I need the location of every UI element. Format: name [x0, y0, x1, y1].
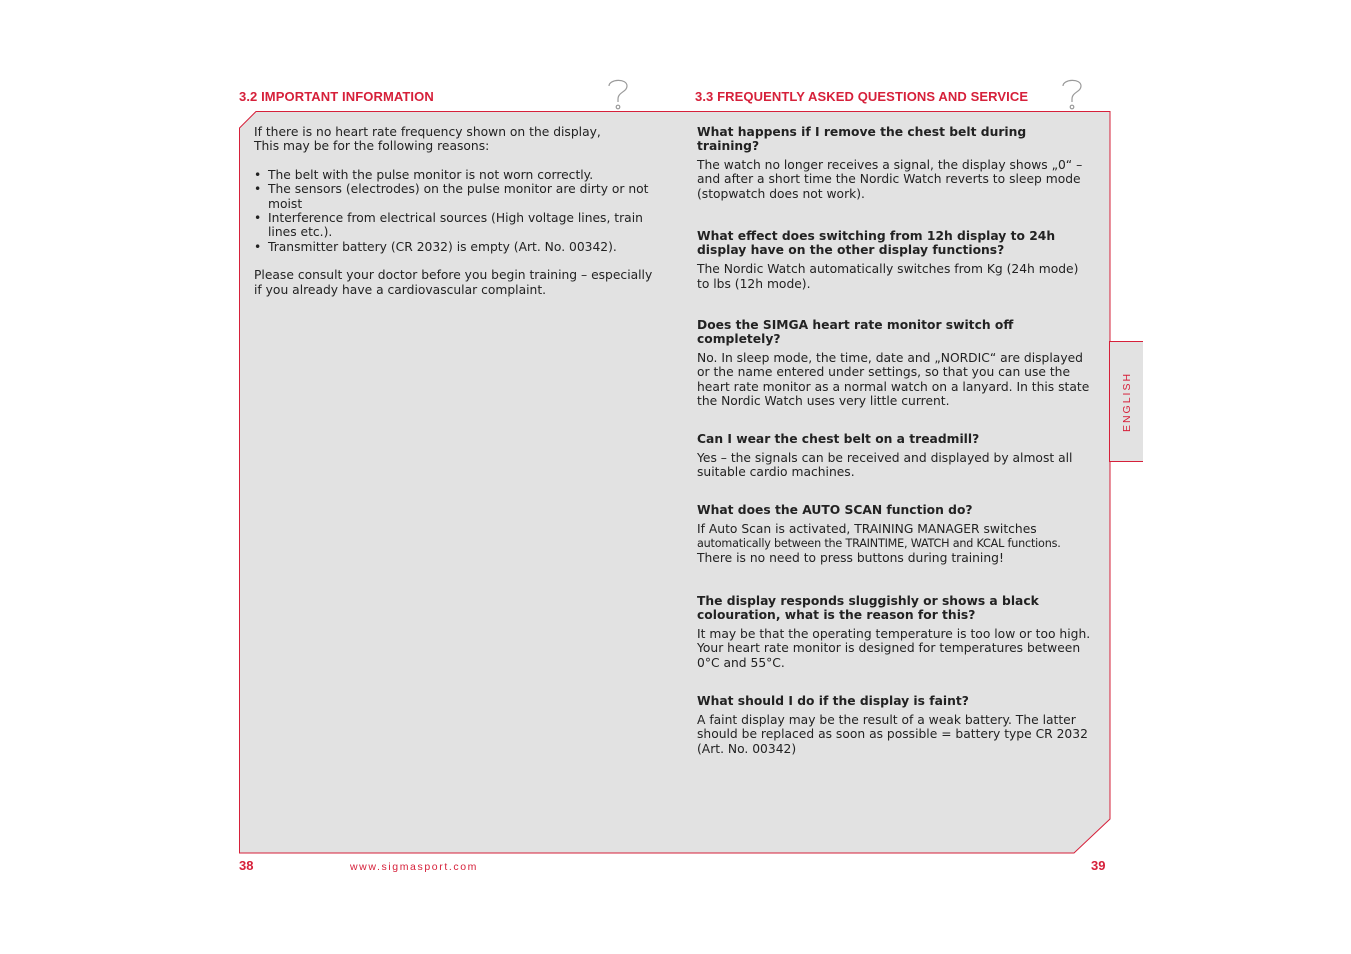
- faq-answer-line: There is no need to press buttons during training!: [697, 551, 1004, 566]
- faq-item: [697, 229, 1092, 291]
- faq-item: [697, 694, 1092, 756]
- faq-question: Can I wear the chest belt on a treadmill?: [697, 431, 980, 446]
- question-mark-icon: [1060, 77, 1084, 111]
- language-tab-label: ENGLISH: [1120, 371, 1133, 432]
- faq-item: [697, 594, 1092, 670]
- faq-answer: It may be that the operating temperature is too low or too high. Your heart rate monitor is designed for temperatures between 0°C and 55°C.: [697, 626, 1091, 670]
- faq-question: What should I do if the display is faint?: [697, 693, 969, 708]
- faq-question: What effect does switching from 12h display to 24h display have on the other display functions?: [697, 229, 1056, 258]
- faq-item: [697, 125, 1092, 201]
- advice-paragraph: Please consult your doctor before you begin training – especially if you already have a cardiovascular complaint.: [254, 268, 653, 297]
- faq-question: What happens if I remove the chest belt during training?: [697, 125, 1027, 153]
- list-item: • The belt with the pulse monitor is not worn correctly.: [254, 168, 654, 182]
- faq-answer: Yes – the signals can be received and displayed by almost all suitable cardio machines.: [697, 450, 1073, 480]
- page-number-left: 38: [239, 858, 254, 873]
- faq-answer: A faint display may be the result of a weak battery. The latter should be replaced as soon as possible = battery type CR 2032 (Art. No. 00342): [697, 712, 1088, 756]
- faq-answer-line: automatically between the TRAINTIME, WATCH and KCAL functions.: [697, 536, 1061, 550]
- list-item: • Interference from electrical sources (High voltage lines, train lines etc.).: [254, 211, 654, 240]
- list-item: • The sensors (electrodes) on the pulse monitor are dirty or not moist: [254, 182, 654, 211]
- faq-list: [697, 125, 1092, 756]
- faq-question: What does the AUTO SCAN function do?: [697, 503, 973, 518]
- reasons-list: [254, 168, 654, 254]
- faq-question: Does the SIMGA heart rate monitor switch off completely?: [697, 318, 1014, 347]
- section-title-faq: 3.3 FREQUENTLY ASKED QUESTIONS AND SERVICE: [695, 89, 1029, 104]
- faq-answer: The watch no longer receives a signal, the display shows „0“ – and after a short time the Nordic Watch reverts to sleep mode (stopwatch does not work).: [697, 158, 1083, 201]
- section-title-important-information: 3.2 IMPORTANT INFORMATION: [239, 89, 434, 104]
- page-number-right: 39: [1091, 858, 1106, 873]
- list-item: • Transmitter battery (CR 2032) is empty (Art. No. 00342).: [254, 240, 654, 254]
- intro-line-1: If there is no heart rate frequency shown on the display,: [254, 125, 601, 139]
- website-url: www.sigmasport.com: [350, 861, 478, 873]
- faq-item: [697, 432, 1092, 480]
- faq-answer: The Nordic Watch automatically switches from Kg (24h mode) to lbs (12h mode).: [697, 262, 1079, 291]
- question-mark-icon: [606, 77, 630, 111]
- intro-line-2: This may be for the following reasons:: [254, 139, 490, 154]
- faq-answer-line: If Auto Scan is activated, TRAINING MANAGER switches: [697, 522, 1037, 537]
- language-tab: [1109, 341, 1143, 462]
- faq-item: [697, 503, 1092, 565]
- faq-question: The display responds sluggishly or shows a black colouration, what is the reason for this?: [697, 593, 1039, 622]
- important-information-text: [254, 125, 654, 297]
- faq-item: [697, 318, 1092, 409]
- faq-answer: No. In sleep mode, the time, date and „NORDIC“ are displayed or the name entered under settings, so that you can use the heart rate monitor as a normal watch on a lanyard. In this state the Nordic Watch uses very little current.: [697, 351, 1090, 409]
